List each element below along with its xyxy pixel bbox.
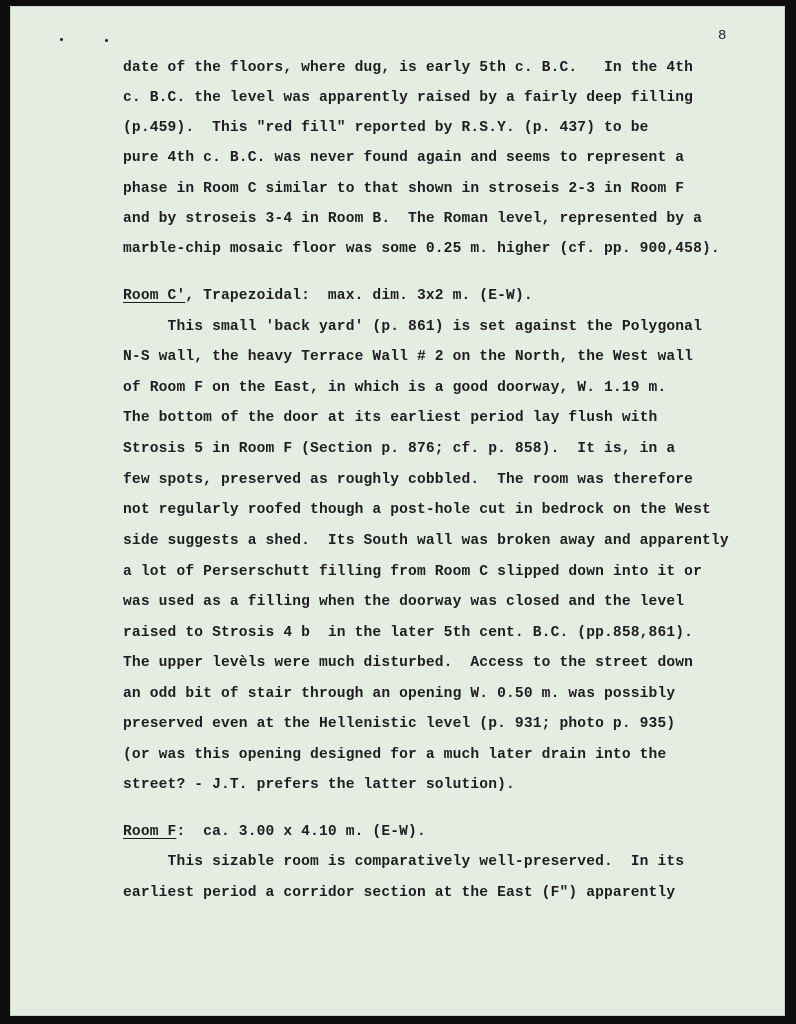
text-line: (or was this opening designed for a much later drain into the bbox=[123, 747, 667, 763]
text-line: This sizable room is comparatively well-preserved. In its bbox=[123, 854, 685, 870]
text-line: preserved even at the Hellenistic level (p. 931; photo p. 935) bbox=[123, 716, 676, 732]
text-line: an odd bit of stair through an opening W. 0.50 m. was possibly bbox=[123, 686, 676, 702]
margin-dot bbox=[60, 38, 63, 41]
heading-label: Room C' bbox=[123, 288, 186, 304]
text-line: not regularly roofed though a post-hole cut in bedrock on the West bbox=[123, 502, 711, 518]
text-line: The upper levèls were much disturbed. Access to the street down bbox=[123, 655, 694, 671]
text-line: The bottom of the door at its earliest period lay flush with bbox=[123, 410, 658, 426]
text-line: side suggests a shed. Its South wall was broken away and apparently bbox=[123, 533, 729, 549]
heading-detail: , Trapezoidal: max. dim. 3x2 m. (E-W). bbox=[185, 288, 533, 304]
text-line: This small 'back yard' (p. 861) is set against the Polygonal bbox=[123, 319, 702, 335]
text-line: earliest period a corridor section at the East (F") apparently bbox=[123, 885, 676, 901]
text-line: (p.459). This "red fill" reported by R.S.Y. (p. 437) to be bbox=[123, 120, 649, 136]
text-line: date of the floors, where dug, is early 5th c. B.C. In the 4th bbox=[123, 60, 694, 76]
text-line: street? - J.T. prefers the latter solution). bbox=[123, 777, 515, 793]
text-line: and by stroseis 3-4 in Room B. The Roman level, represented by a bbox=[123, 211, 702, 227]
text-line: was used as a filling when the doorway was closed and the level bbox=[123, 594, 685, 610]
text-line: few spots, preserved as roughly cobbled. The room was therefore bbox=[123, 472, 694, 488]
text-line: raised to Strosis 4 b in the later 5th cent. B.C. (pp.858,861). bbox=[123, 625, 694, 641]
text-line: of Room F on the East, in which is a good doorway, W. 1.19 m. bbox=[123, 380, 667, 396]
section-heading-room-f bbox=[123, 823, 426, 841]
heading-detail: : ca. 3.00 x 4.10 m. (E-W). bbox=[176, 824, 426, 840]
text-line: phase in Room C similar to that shown in stroseis 2-3 in Room F bbox=[123, 181, 685, 197]
text-line: c. B.C. the level was apparently raised by a fairly deep filling bbox=[123, 90, 694, 106]
margin-dot bbox=[105, 39, 108, 42]
text-line: marble-chip mosaic floor was some 0.25 m. higher (cf. pp. 900,458). bbox=[123, 241, 720, 257]
text-line: pure 4th c. B.C. was never found again and seems to represent a bbox=[123, 150, 685, 166]
text-line: a lot of Perserschutt filling from Room C slipped down into it or bbox=[123, 564, 702, 580]
text-line: N-S wall, the heavy Terrace Wall # 2 on the North, the West wall bbox=[123, 349, 694, 365]
text-line: Strosis 5 in Room F (Section p. 876; cf. p. 858). It is, in a bbox=[123, 441, 676, 457]
heading-label: Room F bbox=[123, 824, 177, 840]
page-number: 8 bbox=[718, 28, 727, 44]
section-heading-room-c bbox=[123, 287, 533, 305]
